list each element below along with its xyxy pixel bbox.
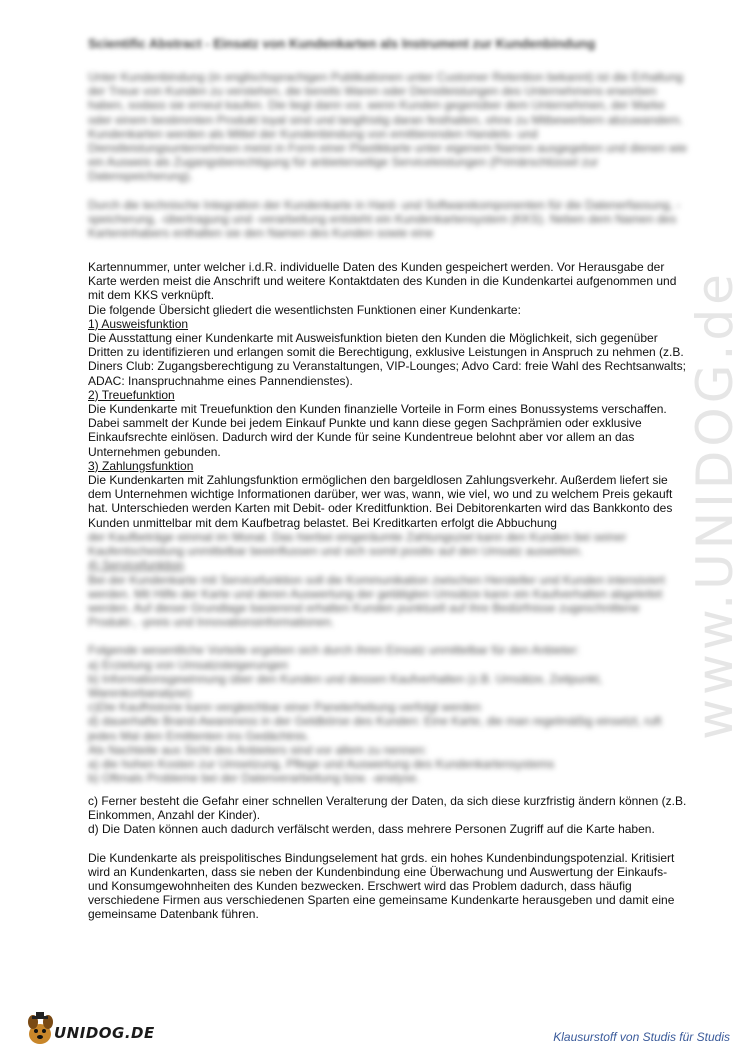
intro-paragraph-2: Kundenkarten werden als Mittel der Kundenbindung von emittierenden Handels- und Dienstleistungsunternehmen meist in Form einer Plastikkarte unter eigenem Namen ausgegeben und dienen wie ein Ausweis als Zugangsberechtigung für anbieterseitige Serviceleistungen (Primärschlüssel zur Datenspeicherung). — [88, 126, 688, 184]
middle-line-2: 4) Servicefunktion — [88, 558, 185, 573]
heading-treuefunktion: 2) Treuefunktion — [88, 387, 175, 402]
middle-line-1: der Kaufbeträge einmal im Monat. Das hierbei eingeräumte Zahlungsziel kann den Kunden bei seiner Kaufentscheidung unmittelbar beeinflussen und sich somit positiv auf den Umsatz auswirken. — [88, 530, 627, 559]
blurred-middle — [88, 530, 688, 785]
document-title: Scientific Abstract - Einsatz von Kundenkarten als Instrument zur Kundenbindung — [88, 36, 596, 51]
middle-line-9: Als Nachteile aus Sicht des Anbieters sind vor allem zu nennen: — [88, 742, 427, 757]
spacer — [88, 837, 688, 851]
unidog-logo — [24, 1012, 154, 1048]
middle-line-10: a) die hohen Kosten zur Umsetzung, Pflege und Auswertung des Kundenkartensystems — [88, 757, 555, 772]
watermark — [686, 270, 744, 740]
heading-ausweisfunktion: 1) Ausweisfunktion — [88, 316, 189, 331]
watermark-text: www.UNIDOG.de — [686, 270, 744, 740]
heading-zahlungsfunktion: 3) Zahlungsfunktion — [88, 458, 194, 473]
paragraph-zahlungsfunktion: Die Kundenkarten mit Zahlungsfunktion ermöglichen den bargeldlosen Zahlungsverkehr. Außerdem liefert sie dem Unternehmen wichtige Informationen darüber, wer was, wann, wie viel, wo und zu welchem Preis gekauft hat. Unterschieden werden Karten mit Debit- oder Kreditfunktion. Bei Debitorenkarten wird das Bankkonto des Kunden unmittelbar mit dem Kaufbetrag belastet. Bei Kreditkarten erfolgt die Abbuchung — [88, 473, 673, 530]
paragraph-overview: Die folgende Übersicht gliedert die wesentlichsten Funktionen einer Kundenkarte: — [88, 302, 521, 317]
visible-section — [88, 260, 688, 530]
middle-line-4: Folgende wesentliche Vorteile ergeben sich durch ihren Einsatz unmittelbar für den Anbieter: — [88, 643, 580, 658]
middle-line-11: b) Oftmals Probleme bei der Datenverarbeitung bzw. -analyse. — [88, 771, 420, 786]
middle-line-8: d) dauerhafte Brand-Awareness in der Geldbörse des Kunden: Eine Karte, die man regelmäßig einsetzt, ruft jedes Mal den Emittenten ins Gedächtnis. — [88, 714, 662, 743]
paragraph-conclusion: Die Kundenkarte als preispolitisches Bindungselement hat grds. ein hohes Kundenbindungspotenzial. Kritisiert wird an Kundenkarten, dass sie neben der Kundenbindung eine Überwachung und Auswertung der Einkaufs- und Konsumgewohnheiten des Kunden bezwecken. Erschwert wird das Problem dadurch, dass häufig verschiedene Firmen aus verschiedenen Sparten eine gemeinsame Kundenkarte herausgeben und damit eine gemeinsame Datenbank führen. — [88, 850, 675, 922]
bottom-section — [88, 794, 688, 922]
middle-line-5: a) Erzielung von Umsatzsteigerungen — [88, 657, 289, 672]
middle-line-6: b) Informationsgewinnung über den Kunden und dessen Kaufverhalten (z.B. Umsätze, Zeitpunkt, Warenkorbanalyse) — [88, 671, 603, 701]
middle-line-3: Bei der Kundenkarte mit Servicefunktion soll die Kommunikation zwischen Hersteller und Kunden intensiviert werden. Mit Hilfe der Karte und deren Auswertung der getätigten Umsätze kann ein Kaufverhalten abgeleitet werden. Auf dieser Grundlage basierend erhalten Kunden punktuell auf ihre Bedürfnisse zugeschnittene Produkt-, -preis und Innovationsinformationen. — [88, 572, 665, 630]
intro-paragraph-3: Durch die technische Integration der Kundenkarte in Hard- und Softwarekomponenten für die Datenerfassung, -speicherung, -übertragung und -verarbeitung entsteht ein Kundenkartensystem (KKS). Neben dem Namen des Karteninhabers enthalten sie den Namen des Kunden sowie eine — [88, 197, 681, 241]
intro-paragraph-1: Unter Kundenbindung (in englischsprachigen Publikationen unter Customer Retention bekannt) ist die Erhaltung der Treue von Kunden zu verstehen, die bereits Waren oder Dienstleistungen des Unternehmens erworben haben, sodass sie erneut kaufen. Die liegt dann vor, wenn Kunden gegenüber dem Unternehmen, der Marke oder einem bestimmten Produkt loyal sind und langfristig daran festhalten, ohne zu Mitbewerbern abzuwandern. — [88, 70, 684, 127]
paragraph-treuefunktion: Die Kundenkarte mit Treuefunktion den Kunden finanzielle Vorteile in Form eines Bonussystems verschaffen. Dabei sammelt der Kunde bei jedem Einkauf Punkte und kann diese gegen Sachprämien oder exklusive Einkaufsrechte einlösen. Dadurch wird der Kunde für seine Kundentreue belohnt aber vor allem an das Unternehmen gebunden. — [88, 402, 667, 459]
logo-text: UNIDOG.DE — [54, 1024, 155, 1042]
footer-slogan: Klausurstoff von Studis für Studis — [553, 1030, 730, 1044]
blurred-intro — [88, 70, 688, 240]
middle-line-7: c)Die Kaufhistorie kann vergleichbar einer Panelerhebung verfolgt werden — [88, 700, 481, 715]
dog-mascot-icon — [24, 1012, 58, 1048]
paragraph-ausweisfunktion: Die Ausstattung einer Kundenkarte mit Ausweisfunktion bieten den Kunden die Möglichkeit, sich gegenüber Dritten zu identifizieren und erlangen somit die Berechtigung, exklusive Leistungen in Anspruch zu nehmen (z.B. Diners Club: Zugangsberechtigung zu Veranstaltungen, VIP-Lounges; Advo Card: freie Wahl des Rechtsanwalts; ADAC: Inanspruchnahme eines Pannendienstes). — [88, 331, 686, 388]
paragraph-drawback-d: d) Die Daten können auch dadurch verfälscht werden, dass mehrere Personen Zugriff auf die Karte haben. — [88, 822, 655, 837]
paragraph-card-number: Kartennummer, unter welcher i.d.R. individuelle Daten des Kunden gespeichert werden. Vor Herausgabe der Karte werden meist die Anschrift und weitere Kontaktdaten des Kunden in die Kundenkartei aufgenommen und mit dem KKS verknüpft. — [88, 260, 677, 303]
paragraph-drawback-c: c) Ferner besteht die Gefahr einer schnellen Veralterung der Daten, da sich diese kurzfristig ändern können (z.B. Einkommen, Anzahl der Kinder). — [88, 794, 687, 823]
